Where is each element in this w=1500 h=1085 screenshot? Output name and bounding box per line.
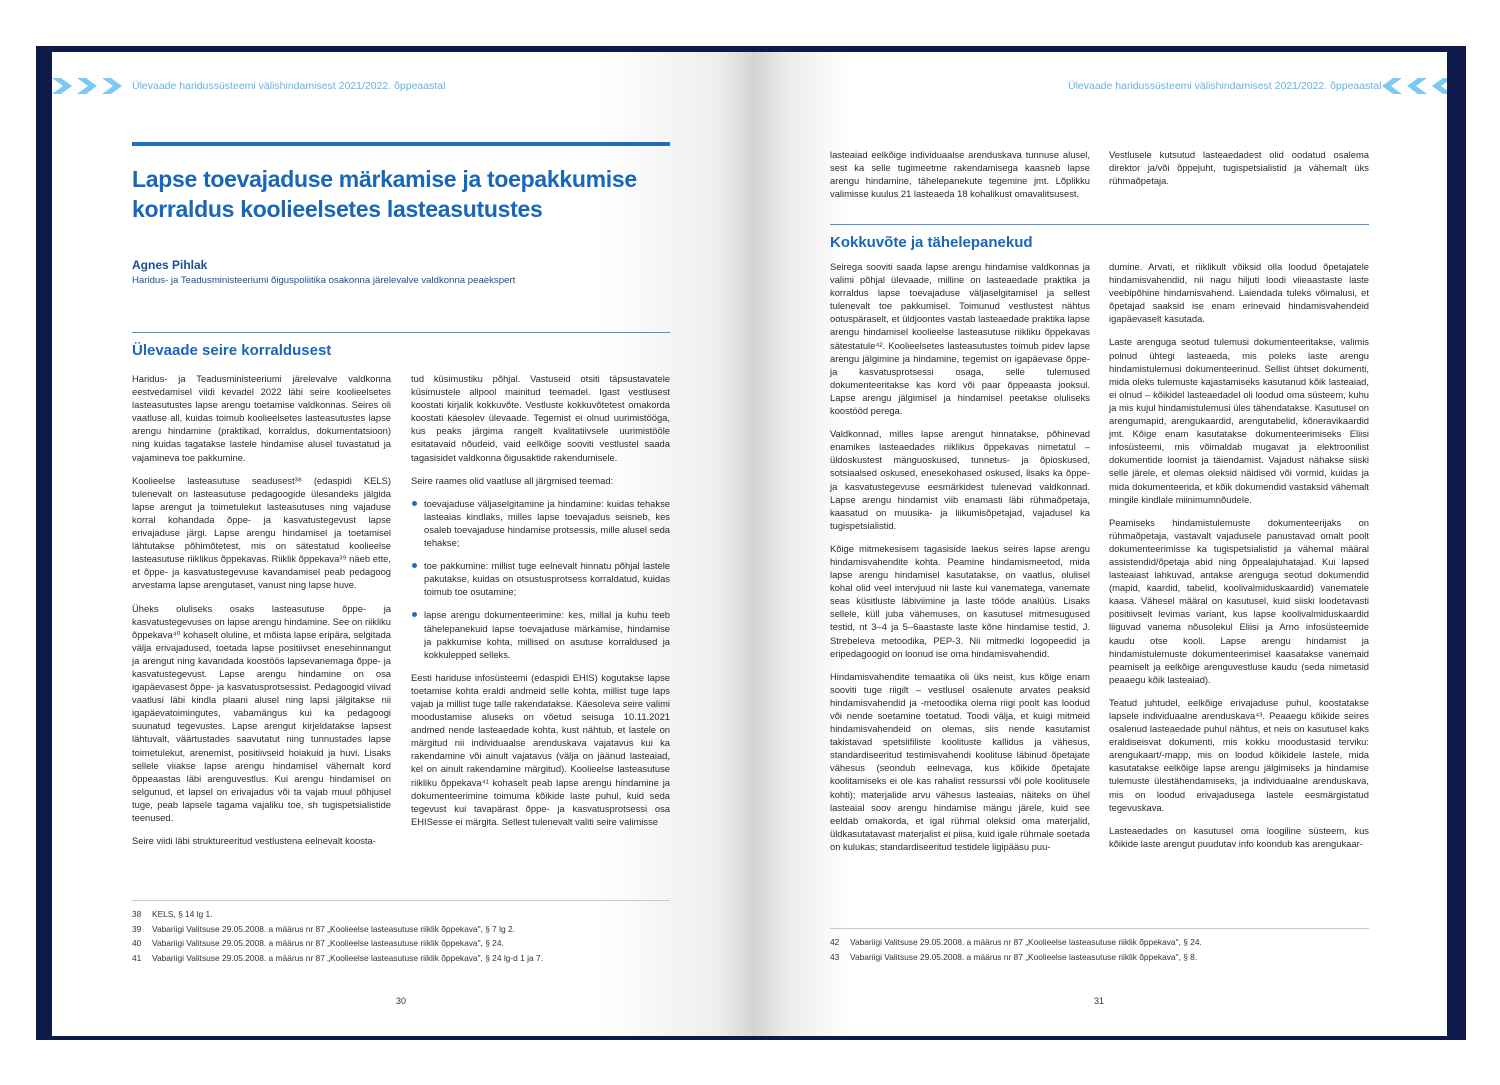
paragraph: Hindamisvahendite temaatika oli üks neist, kus kõige enam sooviti tuge riigilt – vestlusel osalenute arvates peaksid hindamisvahendid ja -metoodika olema riigi poolt kas loodud või nende soetamine toetatud. Toodi välja, et kuigi mitmeid hindamisvahendeid on olemas, siis nende kasutamist takistavad spetsiifiliste koolituste kallidus ja vähesus, standardiseeritud testimisvahendi koolituse läbinud õpetajate vähesus (seondub eelnevaga, kus kõikide õpetajate koolitamiseks ei ole kas rahalist ressurssi või pole koolitusele kohti); materjalide arvu vähesus lasteaias, näiteks on ühel lasteaial soov arengu hindamise mängu järele, kuid see eeldab omakorda, et igal rühmal oleksid oma materjalid, üldkasutatavast materjalist ei piisa, kuid igale rühmale soetada on kulukas; standardiseeritud testidele ligipääsu puu- (830, 670, 1090, 852)
footnote: 43 Vabariigi Valitsuse 29.05.2008. a määrus nr 87 „Koolieelse lasteasutuse riiklik õppekava", § 8. (830, 951, 1198, 962)
footnote-rule (132, 900, 670, 901)
chevron-left-icon-group (1382, 78, 1447, 94)
bullet-icon (412, 612, 417, 617)
right-column-2 (1109, 260, 1369, 860)
topic-list (411, 497, 670, 661)
footnote: 40 Vabariigi Valitsuse 29.05.2008. a määrus nr 87 „Koolieelse lasteasutuse riiklik õppekava", § 24. (132, 938, 504, 949)
paragraph: Vestlusele kutsutud lasteaedadest olid oodatud osalema direktor ja/või õppejuht, tugispetsialistid ja vähemalt üks rühmaõpetaja. (1109, 149, 1369, 187)
paragraph: dumine. Arvati, et riiklikult võiksid olla loodud õpetajatele hindamisvahendid, nii nagu hiljuti loodi viieaastaste laste veebipõhine hindamisvahend. Laiendada tuleks võimalusi, et õpetajad saaksid ise enam erinevaid hindamisvahendeid igapäevaselt kasutada. (1109, 261, 1369, 325)
paragraph: Eesti hariduse infosüsteemi (edaspidi EHIS) kogutakse lapse toetamise kohta eraldi andmeid selle kohta, millist tuge laps vajab ja millist tuge talle rakendatakse. Käesoleva seire valimi moodustamise aluseks on võetud seisuga 10.11.2021 andmed nende lasteaedade kohta, kust nähtub, et lastele on märgitud nii individuaalse arenduskava vajatavus kui ka rakendamine või ainult vajatavus (välja on jäänud lasteaiad, kel on ainult rakendamine märgitud). Koolieelse lasteasutuse riikliku õppekava⁴¹ kohaselt peab lapse arengu hindamine ja dokumenteerimine toimuma kõikide laste puhul, kuid seda tegevust kui tavapärast õppe- ja kasvatusprotsessi osa EHISesse ei märgita. Sellest tulenevalt valiti seire valimisse (411, 671, 670, 827)
paragraph: Üheks oluliseks osaks lasteasutuse õppe- ja kasvatustegevuses on lapse arengu hindamine. See on riikliku õppekava⁴⁰ kohaselt oluline, et mõista lapse eripära, selgitada välja erivajadused, toetada lapse positiivset enesehinnangut ja arengut ning kavandada koostöös lapsevanemaga õppe- ja kasvatustegevust. Lapse arengu hindamine on osa igapäevasest õppe- ja kasvatusprotsessist. Pedagoogid viivad vaatlusi läbi kindla plaani alusel ning lapsi jälgitakse nii igapäevatoimingutes, vabamängus kui ka pedagoogi suunatud tegevustes. Lapse arengut kirjeldatakse lapsest lähtuvalt, väärtustades saavutatut ning tunnustades lapse toimetulekut, arenemist, positiivseid hoiakuid ja huvi. Lisaks sellele viiakse lapse arengu hindamisel vähemalt kord õppeaastas läbi arenguvestlus. Kui arengu hindamisel on selgunud, et lapsel on erivajadus või ta vajab muul põhjusel tuge, peab lapsele tagama vajaliku toe, sh tugispetsialistide teenused. (132, 602, 392, 823)
footnote: 38 KELS, § 14 lg 1. (132, 909, 213, 920)
chevron-left-icon (1432, 78, 1447, 94)
paragraph: Seirega sooviti saada lapse arengu hindamise valdkonnas ja valimi põhjal ülevaade, milline on lasteaedade praktika ja korraldus lapse toevajaduse väljaselgitamisel ja sellest tulenevalt toe pakkumisel. Toimunud vestlustest nähtus ootuspäraselt, et üldjoontes vastab lasteaedade praktika lapse arengu hindamisel koolieelse lasteasutuse riikliku õppekavas sätestatule⁴². Koolieelsetes lasteasutustes toimub pidev lapse arengu jälgimine ja hindamine, tegemist on igapäevase õppe- ja kasvatusprotsessi osaga, selle tulemused dokumenteeritakse kas kord või paar õppeaasta jooksul. Lapse arengu jälgimisel ja hindamisel peetakse oluliseks koostööd perega. (830, 261, 1090, 417)
right-page (752, 52, 1447, 1036)
left-column-2 (411, 372, 670, 838)
author-name: Agnes Pihlak (132, 258, 208, 272)
paragraph: lasteaiad eelkõige individuaalse arenduskava tunnuse alusel, sest ka selle tugimeetme rakendamisega kaasneb lapse arengu hindamine, tähelepanekute tegemine jmt. Lõplikku valimisse kuulus 21 lasteaeda 18 kohalikust omavalitsusest. (830, 149, 1090, 200)
running-head: Ülevaade haridussüsteemi välishindamisest 2021/2022. õppeaastal (1068, 80, 1382, 92)
paragraph: Peamiseks hindamistulemuste dokumenteerijaks on rühmaõpetaja, vastavalt vajadusele panustavad omalt poolt dokumenteerimisse ka tugispetsialistid ja vähemal määral assistendid/õpetaja abid ning õppealajuhatajad. Kui lapsed lasteaiast lahkuvad, antakse arenguga seotud dokumendid (mapid, kaardid, tabelid, koolivalmiduskaardid) vanematele kaasa. Vähesel määral on kasutusel, kuid siiski loodetavasti positiivselt levimas variant, kus lapse koolivalmiduskaardid liiguvad vanema nõusolekul Eliisi ja Arno infosüsteemide kaudu otse kooli. Lapse arengu hindamist ja hindamistulemuste dokumenteerimisel kaasatakse vanemaid peamiselt ja eelkõige arenguvestluse kaudu (seda nimetasid peaaegu kõik lasteaiad). (1109, 516, 1369, 685)
paragraph: Kõige mitmekesisem tagasiside laekus seires lapse arengu hindamisvahendite kohta. Peamine hindamismeetod, mida lapse arengu hindamisel kasutatakse, on vaatlus, olulisel kohal olid veel intervjuud nii laste kui vanematega, vanemate seas küsitluste läbiviimine ja laste tööde analüüs. Lisaks sellele, küll juba vähemuses, on kasutusel mitmesugused testid, nt 3–4 ja 5–6aastaste laste kõne hindamise testid, J. Strebeleva metoodika, PEP-3. Nii mitmedki logopeedid ja eripedagoogid on loonud ise oma hindamisvahendid. (830, 542, 1090, 659)
page-number: 31 (1094, 996, 1105, 1006)
list-item: toe pakkumine: millist tuge eelnevalt hinnatu põhjal lastele pakutakse, kuidas on otsustusprotsess korraldatud, kuidas toimub toe osutamine; (411, 559, 670, 598)
paragraph: Lasteaedades on kasutusel oma loogiline süsteem, kus kõikide laste arengut puudutav info koondub kas arengukaar- (1109, 824, 1369, 849)
left-column-1 (132, 372, 391, 857)
chevron-right-icon (102, 78, 122, 94)
chevron-left-icon (1382, 78, 1402, 94)
footnote: 39 Vabariigi Valitsuse 29.05.2008. a määrus nr 87 „Koolieelse lasteasutuse riiklik õppekava", § 7 lg 2. (132, 923, 515, 934)
list-item: lapse arengu dokumenteerimine: kes, millal ja kuhu teeb tähelepanekuid lapse toevajaduse märkamise, hindamise ja pakkumise kohta, millised on asutuse korraldused ja kokkulepped selleks. (411, 608, 670, 660)
running-head: Ülevaade haridussüsteemi välishindamisest 2021/2022. õppeaastal (132, 80, 446, 92)
section-rule (830, 224, 1369, 225)
right-column-1 (830, 260, 1090, 863)
paragraph: tud küsimustiku põhjal. Vastuseid otsiti täpsustavatele küsimustele allpool mainitud teemadel. Igast vestlusest koostati kirjalik kokkuvõte. Vestluste kokkuvõtetest omakorda koostati käesolev ülevaade. Tegemist ei olnud uurimistööga, kus peaks järgima rangelt kvalitatiivsele uurimistööle esitatavaid nõudeid, vaid eelkõige sooviti vestlustel saada tagasisidet valdkonna õigusaktide rakendumisele. (411, 373, 670, 463)
paragraph: Laste arenguga seotud tulemusi dokumenteeritakse, valimis polnud ühtegi lasteaeda, mis poleks laste arengu hindamistulemusi dokumenteerinud. Sellist ühtset dokumenti, mida oleks tulemuste kajastamiseks kasutanud kõik lasteaiad, ei olnud – kõikidel lasteaedadel oli loodud oma süsteem, kuhu ja mis kujul hindamistulemusi üles tähendatakse. Kasutusel on arengumapid, arengukaardid, arengutabelid, kõneravikaardid jmt. Kõige enam kasutatakse dokumenteerimiseks Eliisi infosüsteemi, mis võimaldab mugavat ja elektroonilist dokumentide loomist ja täiendamist. Vajadust nähakse siiski selle järele, et olemas oleksid näidised või vormid, kuidas ja mida dokumenteerida, et kõik dokumendid vastaksid vähemalt mingile kindlale miinimumnõudele. (1109, 336, 1369, 505)
paragraph: Teatud juhtudel, eelkõige erivajaduse puhul, koostatakse lapsele individuaalne arenduskava⁴³. Peaaegu kõikide seires osalenud lasteaedade puhul nähtus, et neis on kasutusel kaks eraldiseisvat dokumenti, mis kokku moodustasid terviku: arengukaart/-mapp, mis on loodud kõikidele lastele, mida kasutatakse eelkõige lapse arengu jälgimiseks ja hindamise tulemuste ülestähendamiseks, ja individuaalne arenduskava, mis on loodud erivajadusega lastele eesmärgistatud tegevuskava. (1109, 696, 1369, 813)
title-rule (132, 142, 670, 146)
paragraph: Haridus- ja Teadusministeeriumi järelevalve valdkonna eestvedamisel viidi kevadel 2022 läbi seire koolieelsetes lasteasutustes lapse arengu toetamise valdkonnas. Seires oli vaatluse all, kuidas toimub koolieelsetes lasteasutustes lapse arengu hindamine (praktikad, korraldus, dokumentatsioon) ning kuidas tagatakse lastele hindamise alusel tuvastatud ja vajaminevа toe pakkumine. (132, 373, 391, 463)
bullet-icon (412, 563, 417, 568)
section-rule (132, 332, 670, 333)
left-page (52, 52, 752, 1036)
footnotes (830, 935, 1369, 964)
page-number: 30 (396, 996, 407, 1006)
section-heading: Ülevaade seire korraldusest (132, 342, 332, 359)
paragraph: Koolieelse lasteasutuse seadusest³⁸ (edaspidi KELS) tulenevalt on lasteasutuse pedagoogide ülesandeks jälgida lapse arengut ja toimetulekut lasteasutuses ning vajaduse korral kohandada õppe- ja kasvatustegevust lapse erivajaduse järgi. Lapse arengu hindamisel ja toetamisel lähtutakse põhimõtetest, mis on sätestatud koolieelse lasteasutuse riiklikus õppekavas. Riiklik õppekava³⁹ näeb ette, et õppe- ja kasvatustegevuse kavandamisel peab pedagoog arvestama lapse arengutaset, vanust ning lapse huve. (132, 474, 391, 591)
footnote: 42 Vabariigi Valitsuse 29.05.2008. a määrus nr 87 „Koolieelse lasteasutuse riiklik õppekava", § 24. (830, 937, 1202, 948)
list-item: toevajaduse väljaselgitamine ja hindamine: kuidas tehakse lasteaias kindlaks, milles lapse toevajadus seisneb, kes osaleb toevajaduse hindamise protsessis, mille alusel seda tehakse; (411, 497, 670, 549)
chevron-right-icon-group (52, 78, 122, 94)
right-top-column-1 (830, 148, 1090, 210)
paragraph: Seire raames olid vaatluse all järgmised teemad: (411, 474, 614, 486)
article-title: Lapse toevajaduse märkamise ja toepakkumise korraldus koolieelsetes lasteasutustes (132, 166, 637, 222)
footnote: 41 Vabariigi Valitsuse 29.05.2008. a määrus nr 87 „Koolieelse lasteasutuse riiklik õppekava", § 24 lg-d 1 ja 7. (132, 952, 543, 963)
footnotes (132, 907, 670, 965)
chevron-right-icon (52, 78, 72, 94)
section-heading: Kokkuvõte ja tähelepanekud (830, 234, 1033, 251)
author-affiliation: Haridus- ja Teadusministeeriumi õiguspoliitika osakonna järelevalve valdkonna peaekspert (132, 275, 516, 286)
right-top-column-2 (1109, 148, 1369, 197)
chevron-right-icon (77, 78, 97, 94)
chevron-left-icon (1407, 78, 1427, 94)
bullet-icon (412, 501, 417, 506)
footnote-rule (830, 928, 1369, 929)
paragraph: Seire viidi läbi struktureeritud vestlustena eelnevalt koosta- (132, 835, 376, 847)
paragraph: Valdkonnad, milles lapse arengut hinnatakse, põhinevad enamikes lasteaedades riiklikus õppekavas nimetatul – üldoskustest mänguoskused, tunnetus- ja õpioskused, sotsiaalsed oskused, enesekohased oskused, lisaks ka õppe- ja kasvatustegevuse eesmärkidest tulenevad valdkonnad. Lapse arengu hindamist viib enamasti läbi rühmaõpetaja, kaasatud on muusika- ja liikumisõpetajad, vajadusel ka tugispetsialistid. (830, 428, 1090, 531)
